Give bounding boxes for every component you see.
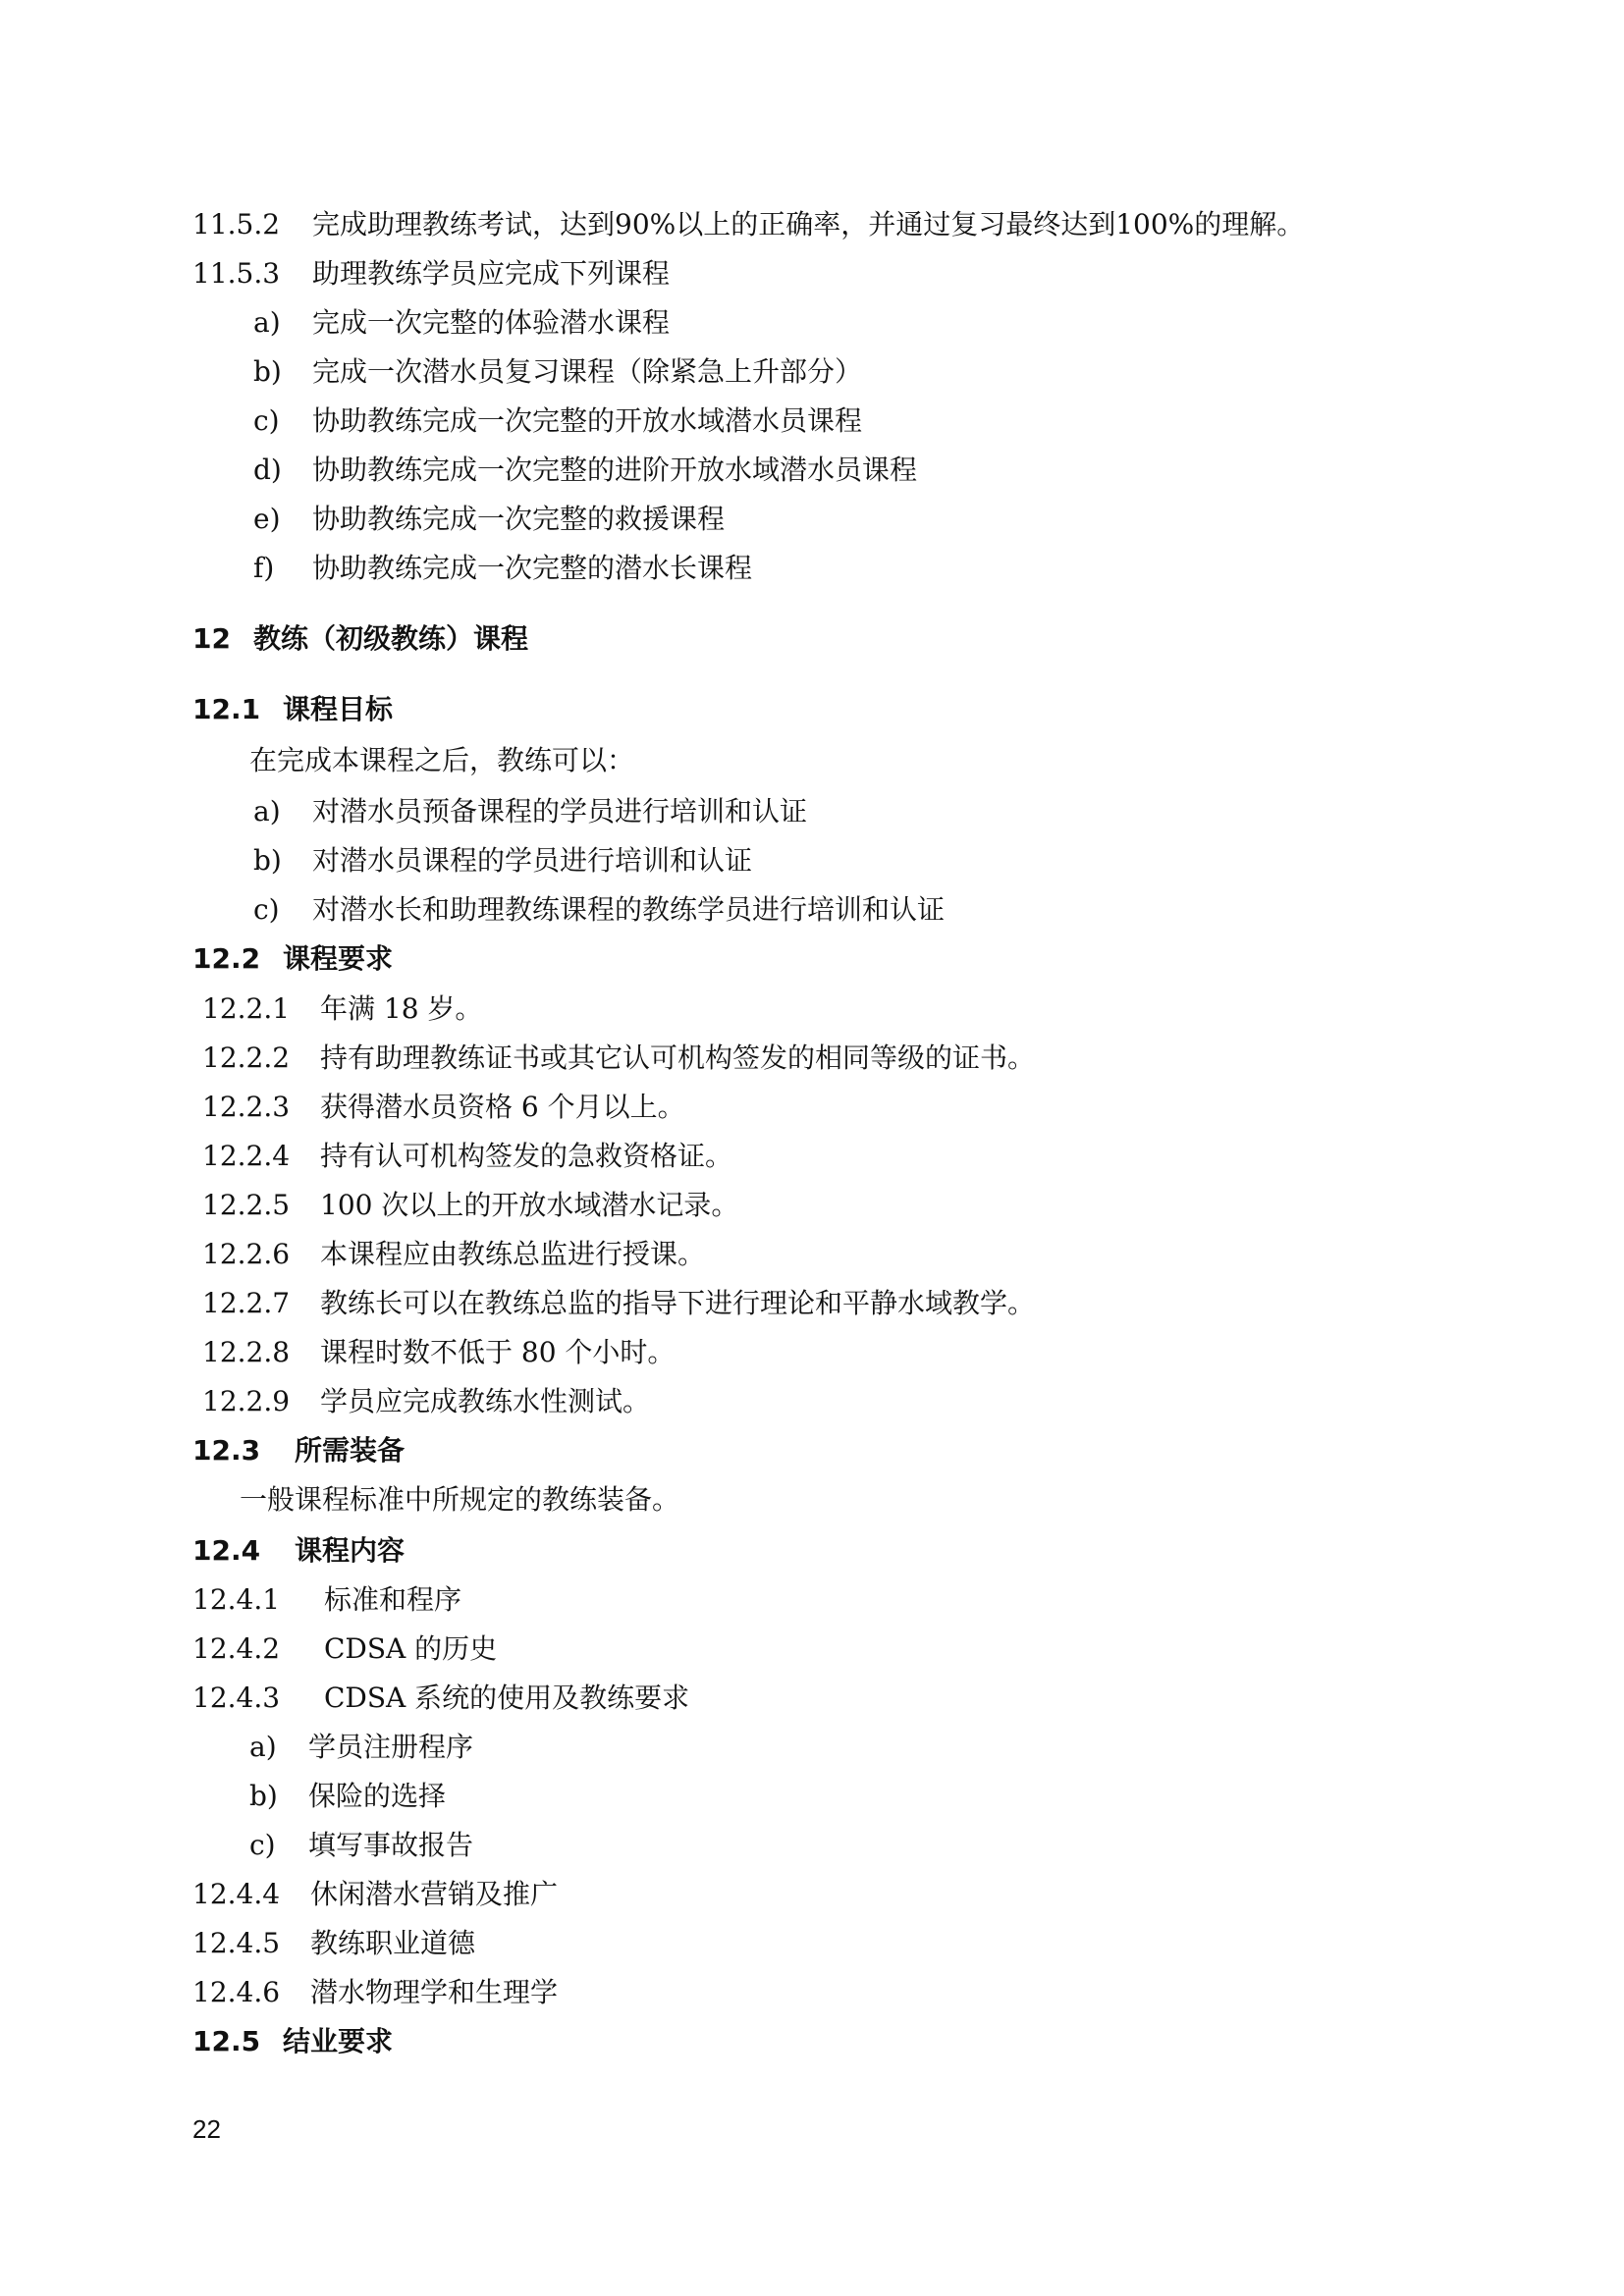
section-number: 12.3: [192, 1434, 261, 1467]
chapter-title: 教练（初级教练）课程: [253, 622, 529, 655]
item-number: 12.2.9: [202, 1385, 291, 1417]
item-number: 12.2.5: [202, 1189, 291, 1221]
item-text: 获得潜水员资格 6 个月以上。: [320, 1091, 685, 1123]
sub-item-text: 协助教练完成一次完整的潜水长课程: [312, 552, 753, 584]
item-text: 100 次以上的开放水域潜水记录。: [320, 1189, 739, 1221]
item-number: 12.4.5: [192, 1927, 281, 1959]
sub-item-letter: d): [253, 454, 282, 486]
item-text: 完成助理教练考试，达到90%以上的正确率，并通过复习最终达到100%的理解。: [312, 208, 1305, 240]
sub-item-text: 保险的选择: [308, 1780, 447, 1812]
item-text: 本课程应由教练总监进行授课。: [320, 1238, 706, 1270]
item-text: 教练职业道德: [310, 1927, 476, 1959]
item-text: 学员应完成教练水性测试。: [320, 1385, 651, 1417]
sub-item-letter: f): [253, 552, 275, 584]
item-text: 持有助理教练证书或其它认可机构签发的相同等级的证书。: [320, 1041, 1036, 1074]
sub-item-letter: c): [249, 1829, 276, 1861]
sub-item-text: 对潜水员预备课程的学员进行培训和认证: [312, 795, 808, 828]
item-number: 12.2.8: [202, 1336, 291, 1368]
sub-item-text: 对潜水长和助理教练课程的教练学员进行培训和认证: [312, 893, 946, 926]
item-number: 12.4.4: [192, 1878, 281, 1910]
sub-item-letter: b): [249, 1780, 278, 1812]
item-number: 12.2.3: [202, 1091, 291, 1123]
sub-item-text: 完成一次完整的体验潜水课程: [312, 306, 671, 339]
item-text: 休闲潜水营销及推广: [310, 1878, 559, 1910]
sub-item-letter: a): [253, 795, 281, 828]
sub-item-text: 协助教练完成一次完整的救援课程: [312, 503, 726, 535]
sub-item-letter: b): [253, 844, 282, 877]
page-number: 22: [192, 2114, 221, 2144]
sub-item-text: 协助教练完成一次完整的开放水域潜水员课程: [312, 404, 863, 437]
chapter-number: 12: [192, 622, 231, 655]
item-text: CDSA 系统的使用及教练要求: [324, 1682, 690, 1714]
sub-item-letter: a): [253, 306, 281, 339]
sub-item-letter: e): [253, 503, 281, 535]
item-number: 12.4.3: [192, 1682, 281, 1714]
sub-item-letter: a): [249, 1731, 277, 1763]
section-number: 12.4: [192, 1534, 261, 1567]
item-text: 助理教练学员应完成下列课程: [312, 257, 671, 290]
sub-item-letter: c): [253, 893, 280, 926]
sub-item-text: 完成一次潜水员复习课程（除紧急上升部分）: [312, 355, 863, 388]
sub-item-text: 对潜水员课程的学员进行培训和认证: [312, 844, 753, 877]
sub-item-text: 填写事故报告: [308, 1829, 474, 1861]
item-number: 12.2.2: [202, 1041, 291, 1074]
item-number: 11.5.2: [192, 208, 281, 240]
item-number: 12.2.7: [202, 1287, 291, 1319]
sub-item-text: 学员注册程序: [308, 1731, 474, 1763]
item-text: 持有认可机构签发的急救资格证。: [320, 1140, 733, 1172]
section-title: 结业要求: [283, 2025, 394, 2057]
item-number: 12.4.2: [192, 1632, 281, 1665]
item-text: CDSA 的历史: [324, 1632, 498, 1665]
section-title: 课程内容: [295, 1534, 406, 1567]
item-text: 潜水物理学和生理学: [310, 1976, 559, 2008]
item-text: 标准和程序: [324, 1583, 462, 1616]
sub-item-letter: b): [253, 355, 282, 388]
item-number: 12.2.4: [202, 1140, 291, 1172]
section-title: 课程要求: [283, 942, 394, 975]
section-number: 12.2: [192, 942, 261, 975]
item-number: 11.5.3: [192, 257, 281, 290]
item-number: 12.2.6: [202, 1238, 291, 1270]
item-number: 12.4.6: [192, 1976, 281, 2008]
sub-item-text: 协助教练完成一次完整的进阶开放水域潜水员课程: [312, 454, 918, 486]
item-text: 年满 18 岁。: [320, 992, 483, 1025]
section-number: 12.5: [192, 2025, 261, 2057]
sub-item-letter: c): [253, 404, 280, 437]
section-number: 12.1: [192, 693, 261, 725]
item-number: 12.4.1: [192, 1583, 281, 1616]
section-title: 课程目标: [283, 693, 394, 725]
body-text: 一般课程标准中所规定的教练装备。: [240, 1483, 680, 1516]
section-title: 所需装备: [295, 1434, 406, 1467]
item-number: 12.2.1: [202, 992, 291, 1025]
item-text: 课程时数不低于 80 个小时。: [320, 1336, 676, 1368]
intro-text: 在完成本课程之后，教练可以：: [249, 744, 635, 776]
item-text: 教练长可以在教练总监的指导下进行理论和平静水域教学。: [320, 1287, 1036, 1319]
